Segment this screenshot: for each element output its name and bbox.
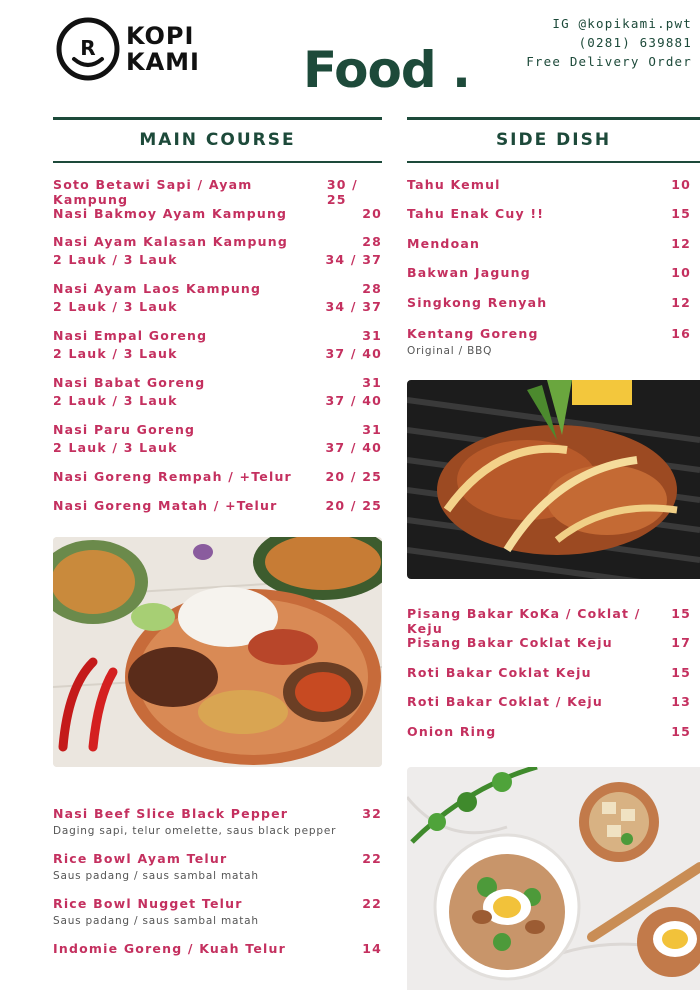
menu-item-variant: 2 Lauk / 3 Lauk 37 / 40 (53, 440, 382, 455)
menu-item-description: Original / BBQ (407, 345, 493, 357)
menu-item: Pisang Bakar KoKa / Coklat / Keju 15 (407, 606, 691, 636)
menu-item: Bakwan Jagung 10 (407, 265, 691, 280)
side-dish-top-rule (407, 117, 700, 120)
side-dish-heading: SIDE DISH (495, 130, 612, 150)
menu-item-variant: 2 Lauk / 3 Lauk 37 / 40 (53, 393, 382, 408)
noodle-bowl-photo (407, 767, 700, 990)
main-course-heading: MAIN COURSE (139, 130, 296, 150)
main-course-top-rule (53, 117, 382, 120)
main-course-bottom-rule (53, 161, 382, 163)
menu-item-variant: 2 Lauk / 3 Lauk 34 / 37 (53, 299, 382, 314)
menu-item: Onion Ring 15 (407, 724, 691, 739)
grilled-meat-illustration (407, 380, 700, 579)
menu-item: Roti Bakar Coklat / Keju 13 (407, 694, 691, 709)
menu-item: Nasi Babat Goreng 31 (53, 375, 382, 390)
contact-info (526, 14, 692, 71)
menu-item: Nasi Bakmoy Ayam Kampung 20 (53, 206, 382, 221)
page-title: Food . (303, 41, 471, 99)
grilled-meat-photo (407, 380, 700, 579)
logo-mark-icon (56, 17, 120, 81)
menu-item-description: Daging sapi, telur omelette, saus black pepper (53, 825, 337, 837)
menu-item-variant: 2 Lauk / 3 Lauk 37 / 40 (53, 346, 382, 361)
menu-item-variant: 2 Lauk / 3 Lauk 34 / 37 (53, 252, 382, 267)
menu-item: Nasi Goreng Rempah / +Telur 20 / 25 (53, 469, 382, 484)
svg-text:R: R (80, 36, 96, 60)
menu-item: Nasi Empal Goreng 31 (53, 328, 382, 343)
menu-item: Nasi Goreng Matah / +Telur 20 / 25 (53, 498, 382, 513)
menu-item: Soto Betawi Sapi / Ayam Kampung 30 / 25 (53, 177, 358, 207)
menu-item: Nasi Paru Goreng 31 (53, 422, 382, 437)
rice-plate-photo (53, 537, 382, 767)
menu-item: Indomie Goreng / Kuah Telur 14 (53, 941, 382, 956)
rice-plate-illustration (53, 537, 382, 767)
menu-item: Nasi Beef Slice Black Pepper 32 (53, 806, 382, 821)
menu-item: Singkong Renyah 12 (407, 295, 691, 310)
brand-logo (56, 17, 200, 81)
menu-item: Pisang Bakar Coklat Keju 17 (407, 635, 691, 650)
menu-item: Kentang Goreng 16 (407, 326, 691, 341)
menu-item: Tahu Kemul 10 (407, 177, 691, 192)
delivery-note: Free Delivery Order (526, 54, 692, 69)
menu-item: Roti Bakar Coklat Keju 15 (407, 665, 691, 680)
menu-item: Nasi Ayam Laos Kampung 28 (53, 281, 382, 296)
side-dish-bottom-rule (407, 161, 700, 163)
menu-item: Nasi Ayam Kalasan Kampung 28 (53, 234, 382, 249)
phone-number: (0281) 639881 (578, 35, 692, 50)
menu-item-description: Saus padang / saus sambal matah (53, 870, 259, 882)
menu-item: Rice Bowl Nugget Telur 22 (53, 896, 382, 911)
menu-item: Tahu Enak Cuy !! 15 (407, 206, 691, 221)
noodle-bowl-illustration (407, 767, 700, 990)
brand-name: KOPI KAMI (126, 22, 200, 76)
menu-item: Mendoan 12 (407, 236, 691, 251)
menu-item: Rice Bowl Ayam Telur 22 (53, 851, 382, 866)
instagram-handle: IG @kopikami.pwt (552, 16, 692, 31)
menu-item-description: Saus padang / saus sambal matah (53, 915, 259, 927)
